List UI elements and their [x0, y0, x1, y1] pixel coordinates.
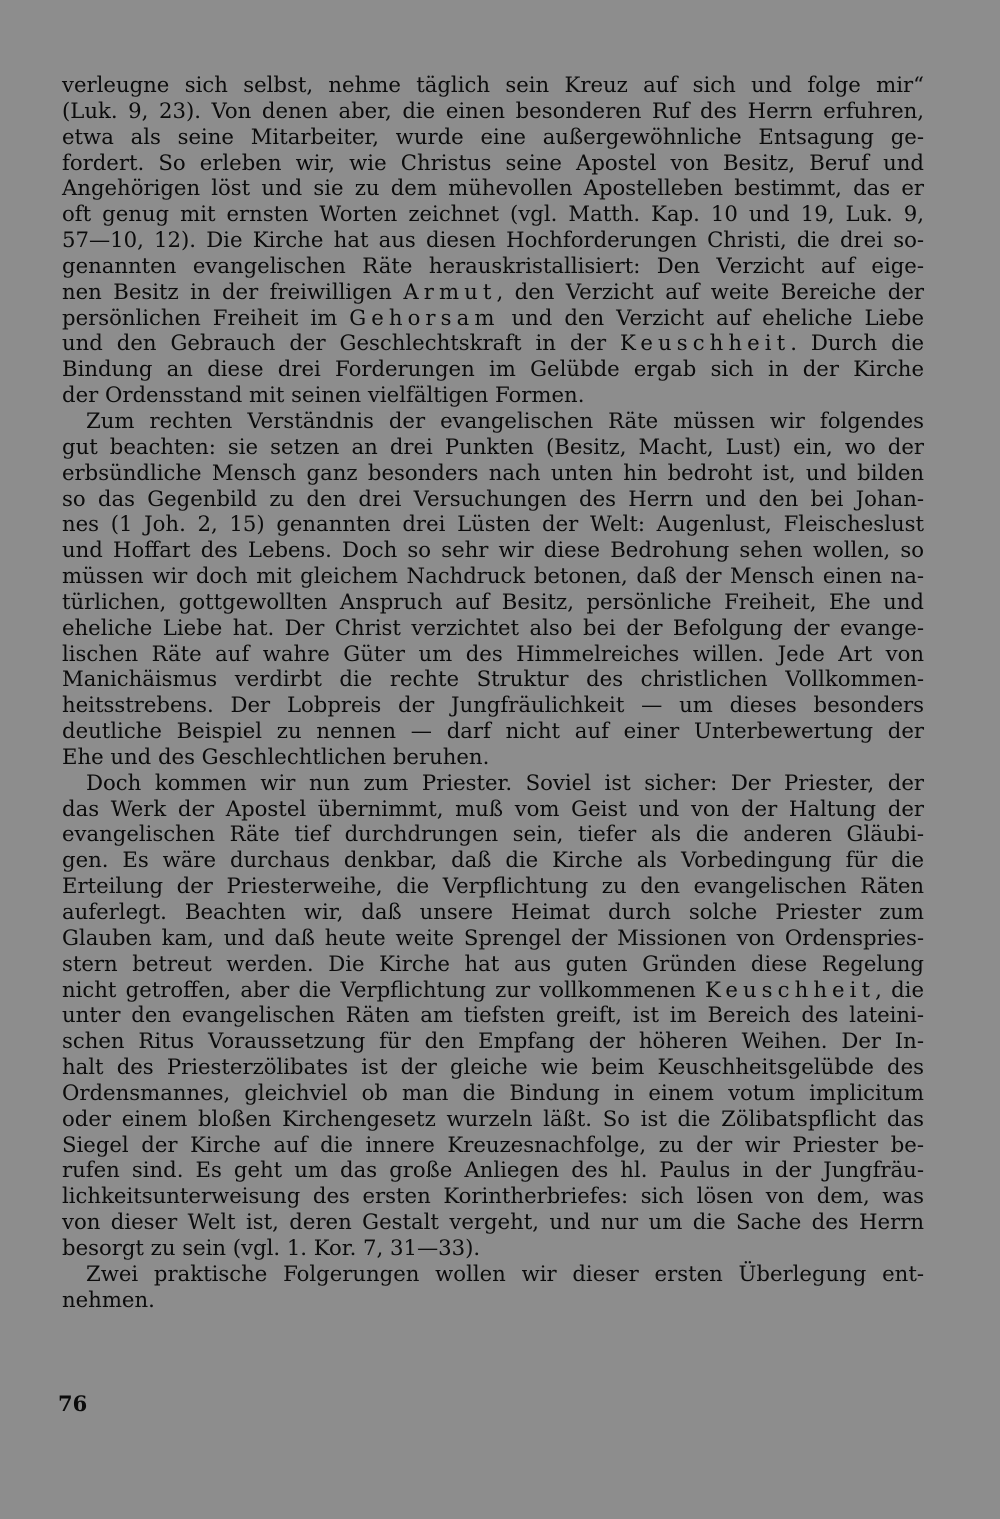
text-line: deutliche Beispiel zu nennen — darf nicht auf einer Unterbewertung der: [62, 718, 924, 744]
text-line: der Ordensstand mit seinen vielfältigen Formen.: [62, 382, 585, 408]
text-line: fordert. So erleben wir, wie Christus seine Apostel von Besitz, Beruf und: [62, 149, 924, 175]
text-line: evangelischen Räte tief durchdrungen sein, tiefer als die anderen Gläubi-: [62, 821, 924, 847]
text-line: türlichen, gottgewollten Anspruch auf Besitz, persönliche Freiheit, Ehe und: [62, 588, 924, 614]
text-line: verleugne sich selbst, nehme täglich sein Kreuz auf sich und folge mir“: [62, 72, 924, 97]
text-line: unter den evangelischen Räten am tiefsten greift, ist im Bereich des lateini-: [62, 1002, 924, 1028]
text-line: heitsstrebens. Der Lobpreis der Jungfräulichkeit — um dieses besonders: [62, 692, 924, 718]
text-line: oft genug mit ernsten Worten zeichnet (vgl. Matth. Kap. 10 und 19, Luk. 9,: [62, 201, 924, 227]
paragraph: [62, 408, 924, 770]
text-line: (Luk. 9, 23). Von denen aber, die einen besonderen Ruf des Herrn erfuhren,: [62, 97, 924, 123]
text-line: etwa als seine Mitarbeiter, wurde eine außergewöhnliche Entsagung ge-: [62, 123, 924, 149]
text-line: Erteilung der Priesterweihe, die Verpflichtung zu den evangelischen Räten: [62, 873, 924, 899]
text-line: nicht getroffen, aber die Verpflichtung zur vollkommenen Keuschheit, die: [62, 976, 924, 1002]
text-line: Angehörigen löst und sie zu dem mühevollen Apostelleben bestimmt, das er: [62, 175, 924, 201]
text-line: Zwei praktische Folgerungen wollen wir dieser ersten Überlegung ent-: [86, 1260, 924, 1286]
text-line: auferlegt. Beachten wir, daß unsere Heimat durch solche Priester zum: [62, 899, 924, 924]
text-line: und Hoffart des Lebens. Doch so sehr wir diese Bedrohung sehen wollen, so: [62, 537, 924, 563]
text-line: und den Gebrauch der Geschlechtskraft in der Keuschheit. Durch die: [62, 330, 925, 356]
emphasized-word: Gehorsam: [349, 304, 500, 330]
text-line: genannten evangelischen Räte herauskristallisiert: Den Verzicht auf eige-: [62, 252, 924, 278]
text-line: Ordensmannes, gleichviel ob man die Bindung in einem votum implicitum: [62, 1079, 924, 1105]
text-line: nes (1 Joh. 2, 15) genannten drei Lüsten der Welt: Augenlust, Fleischeslust: [62, 511, 924, 537]
text-line: gen. Es wäre durchaus denkbar, daß die Kirche als Vorbedingung für die: [62, 847, 924, 873]
text-line: besorgt zu sein (vgl. 1. Kor. 7, 31—33).: [62, 1234, 481, 1260]
text-line: persönlichen Freiheit im Gehorsam und den Verzicht auf eheliche Liebe: [62, 304, 924, 330]
paragraph: [62, 1261, 924, 1313]
text-line: 57—10, 12). Die Kirche hat aus diesen Hochforderungen Christi, die drei so-: [62, 227, 924, 253]
text-line: stern betreut werden. Die Kirche hat aus guten Gründen diese Regelung: [62, 950, 924, 976]
text-line: nehmen.: [62, 1286, 155, 1312]
text-line: oder einem bloßen Kirchengesetz wurzeln läßt. So ist die Zölibatspflicht das: [62, 1105, 924, 1131]
text-line: Glauben kam, und daß heute weite Sprengel der Missionen von Ordenspries-: [62, 924, 924, 950]
text-line: erbsündliche Mensch ganz besonders nach unten hin bedroht ist, und bilden: [62, 459, 924, 485]
text-line: das Werk der Apostel übernimmt, muß vom Geist und von der Haltung der: [62, 795, 924, 821]
text-line: rufen sind. Es geht um das große Anliegen des hl. Paulus in der Jungfräu-: [62, 1157, 924, 1183]
text-line: schen Ritus Voraussetzung für den Empfang der höheren Weihen. Der In-: [62, 1028, 924, 1054]
text-line: lichkeitsunterweisung des ersten Korintherbriefes: sich lösen von dem, was: [62, 1183, 924, 1209]
text-line: eheliche Liebe hat. Der Christ verzichtet also bei der Befolgung der evange-: [62, 614, 924, 640]
emphasized-word: Keuschheit: [620, 330, 791, 356]
text-line: gut beachten: sie setzen an drei Punkten (Besitz, Macht, Lust) ein, wo der: [62, 433, 924, 459]
paragraph: [62, 72, 924, 408]
page-number: 76: [58, 1391, 88, 1416]
text-line: Ehe und des Geschlechtlichen beruhen.: [62, 743, 490, 769]
text-line: müssen wir doch mit gleichem Nachdruck betonen, daß der Mensch einen na-: [62, 563, 924, 589]
text-line: Manichäismus verdirbt die rechte Struktur des christlichen Vollkommen-: [62, 666, 924, 692]
text-line: Bindung an diese drei Forderungen im Gelübde ergab sich in der Kirche: [62, 356, 924, 382]
text-line: Zum rechten Verständnis der evangelischen Räte müssen wir folgendes: [86, 407, 924, 433]
emphasized-word: Keuschheit: [704, 976, 876, 1002]
text-line: Siegel der Kirche auf die innere Kreuzesnachfolge, zu der wir Priester be-: [62, 1131, 924, 1157]
text-line: lischen Räte auf wahre Güter um des Himmelreiches willen. Jede Art von: [62, 640, 924, 666]
body-text: [62, 72, 924, 1313]
text-line: nen Besitz in der freiwilligen Armut, den Verzicht auf weite Bereiche der: [62, 278, 924, 304]
text-line: halt des Priesterzölibates ist der gleiche wie beim Keuschheitsgelübde des: [62, 1054, 924, 1080]
paragraph: [62, 770, 924, 1261]
text-line: von dieser Welt ist, deren Gestalt vergeht, und nur um die Sache des Herrn: [62, 1209, 924, 1235]
text-line: Doch kommen wir nun zum Priester. Soviel ist sicher: Der Priester, der: [86, 769, 924, 795]
emphasized-word: Armut: [403, 278, 497, 304]
text-line: so das Gegenbild zu den drei Versuchungen des Herrn und den bei Johan-: [62, 485, 924, 511]
